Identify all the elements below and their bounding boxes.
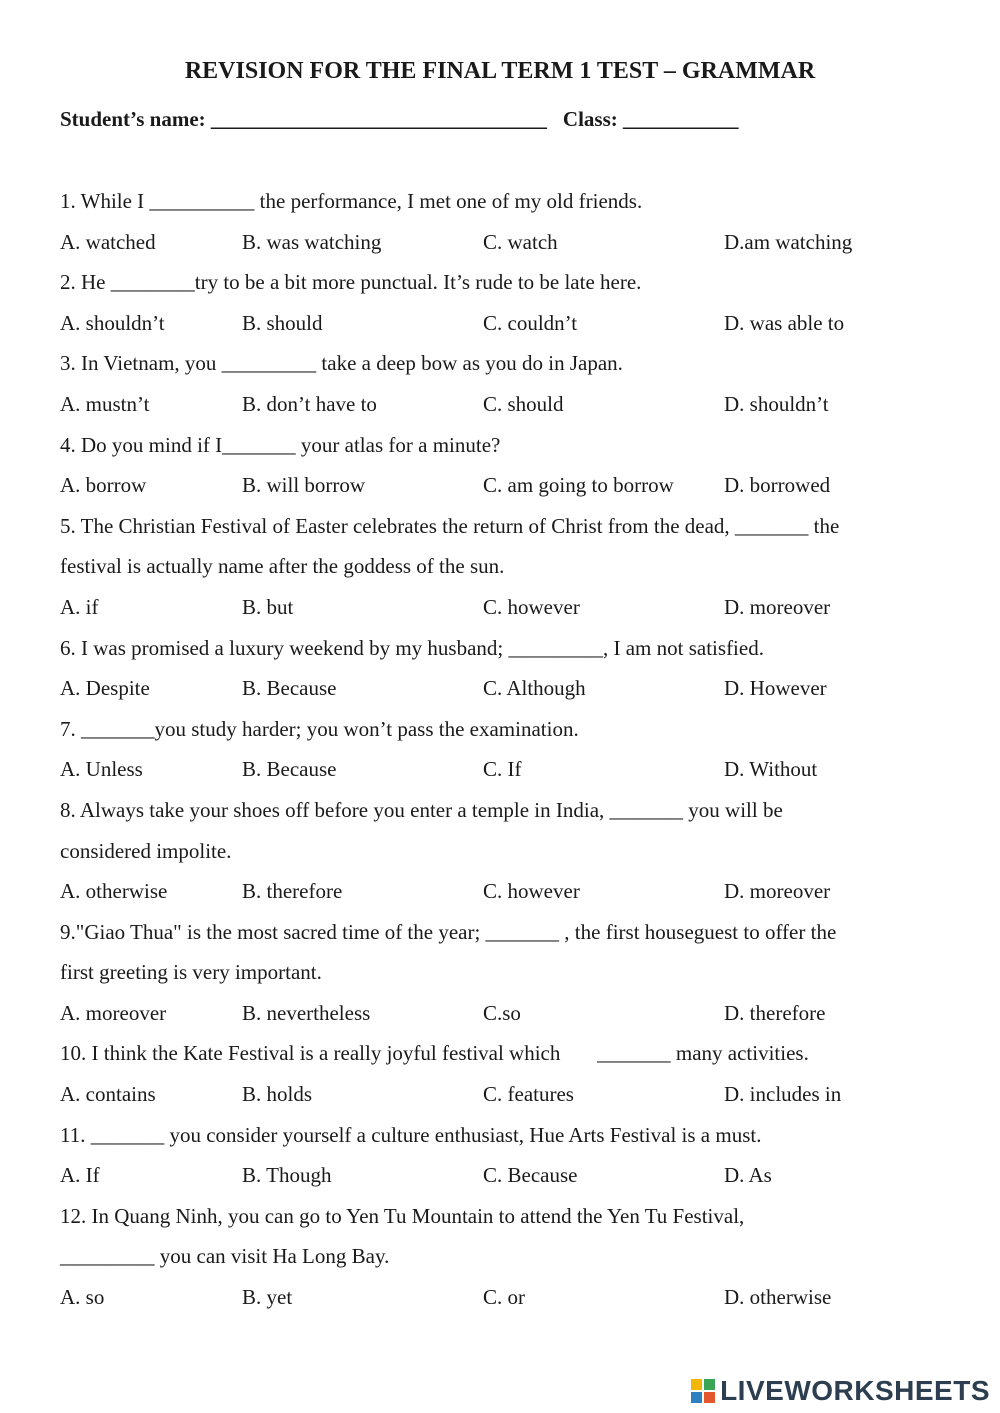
question-text: 9."Giao Thua" is the most sacred time of the year; _______ , the first houseguest to offer the first greeting is very important.: [60, 919, 837, 985]
question-text: 8. Always take your shoes off before you enter a temple in India, _______ you will be considered impolite.: [60, 797, 783, 863]
option-a: A. mustn’t: [60, 391, 150, 416]
question-list: [60, 181, 940, 1318]
question-item: [60, 1033, 940, 1114]
option-a: A. contains: [60, 1082, 156, 1107]
option-b: B. but: [242, 594, 294, 619]
option-c: C. watch: [483, 229, 558, 254]
page-title: REVISION FOR THE FINAL TERM 1 TEST – GRAMMAR: [184, 58, 816, 84]
option-c: C. couldn’t: [483, 310, 578, 335]
question-item: [60, 709, 940, 790]
answer-options: [60, 1155, 940, 1196]
question-text: 7. _______you study harder; you won’t pass the examination.: [60, 716, 579, 741]
option-d: D. therefore: [724, 1000, 826, 1025]
class-field: Class: ___________: [562, 107, 739, 131]
option-c: C. If: [483, 757, 522, 782]
question-item: [60, 912, 940, 1034]
answer-options: [60, 993, 940, 1034]
question-item: [60, 790, 940, 912]
answer-options: [60, 465, 940, 506]
option-d: D.am watching: [724, 229, 853, 254]
answer-options: [60, 222, 940, 263]
question-item: [60, 1115, 940, 1196]
option-d: D. otherwise: [724, 1285, 832, 1310]
option-b: B. Though: [242, 1163, 332, 1188]
answer-options: [60, 1277, 940, 1318]
question-item: [60, 262, 940, 343]
option-a: A. borrow: [60, 473, 147, 498]
question-item: [60, 181, 940, 262]
option-d: D. Without: [724, 757, 818, 782]
option-c: C.so: [483, 1000, 521, 1025]
answer-options: [60, 303, 940, 344]
student-name-field: Student’s name: ________________________________: [60, 107, 547, 131]
option-b: B. don’t have to: [242, 391, 377, 416]
option-b: B. should: [242, 310, 323, 335]
option-d: D. moreover: [724, 594, 831, 619]
question-text: 10. I think the Kate Festival is a really joyful festival which _______ many activities.: [60, 1041, 809, 1066]
option-b: B. was watching: [242, 229, 382, 254]
question-text: 3. In Vietnam, you _________ take a deep bow as you do in Japan.: [60, 351, 623, 376]
watermark-text: LIVEWORKSHEETS: [720, 1375, 990, 1406]
liveworksheets-logo-icon: [690, 1378, 716, 1404]
option-c: C. should: [483, 391, 564, 416]
liveworksheets-watermark[interactable]: [690, 1375, 990, 1407]
option-c: C. Although: [483, 676, 586, 701]
option-d: D. However: [724, 676, 827, 701]
question-text: 1. While I __________ the performance, I met one of my old friends.: [60, 189, 643, 213]
answer-options: [60, 668, 940, 709]
option-a: A. Despite: [60, 676, 150, 701]
question-text: 6. I was promised a luxury weekend by my husband; _________, I am not satisfied.: [60, 635, 764, 660]
option-c: C. am going to borrow: [483, 473, 674, 498]
option-c: C. features: [483, 1082, 574, 1107]
option-b: B. holds: [242, 1082, 313, 1107]
option-b: B. therefore: [242, 879, 343, 904]
question-text: 5. The Christian Festival of Easter celebrates the return of Christ from the dead, _______ the festival is actually name after the goddess of the sun.: [60, 513, 840, 579]
answer-options: [60, 1074, 940, 1115]
question-item: [60, 628, 940, 709]
student-info-line: [60, 107, 739, 132]
question-item: [60, 425, 940, 506]
option-d: D. borrowed: [724, 473, 831, 498]
option-b: B. yet: [242, 1285, 293, 1310]
option-a: A. If: [60, 1163, 100, 1188]
question-item: [60, 506, 940, 628]
option-a: A. if: [60, 594, 99, 619]
option-a: A. so: [60, 1285, 105, 1310]
option-b: B. will borrow: [242, 473, 366, 498]
answer-options: [60, 587, 940, 628]
option-b: B. nevertheless: [242, 1000, 371, 1025]
option-c: C. however: [483, 594, 580, 619]
option-d: D. shouldn’t: [724, 391, 829, 416]
option-b: B. Because: [242, 757, 337, 782]
option-d: D. was able to: [724, 310, 845, 335]
question-item: [60, 343, 940, 424]
option-c: C. or: [483, 1285, 525, 1310]
question-text: 4. Do you mind if I_______ your atlas for a minute?: [60, 432, 501, 457]
option-a: A. watched: [60, 229, 156, 254]
question-item: [60, 1196, 940, 1318]
answer-options: [60, 871, 940, 912]
option-c: C. Because: [483, 1163, 578, 1188]
option-a: A. moreover: [60, 1000, 167, 1025]
option-d: D. includes in: [724, 1082, 842, 1107]
option-c: C. however: [483, 879, 580, 904]
option-b: B. Because: [242, 676, 337, 701]
option-a: A. otherwise: [60, 879, 168, 904]
question-text: 11. _______ you consider yourself a culture enthusiast, Hue Arts Festival is a must.: [60, 1122, 762, 1147]
option-d: D. As: [724, 1163, 772, 1188]
answer-options: [60, 384, 940, 425]
option-a: A. Unless: [60, 757, 143, 782]
question-text: 12. In Quang Ninh, you can go to Yen Tu Mountain to attend the Yen Tu Festival, _________ you can visit Ha Long Bay.: [60, 1203, 745, 1269]
question-text: 2. He ________try to be a bit more punctual. It’s rude to be late here.: [60, 270, 642, 295]
option-d: D. moreover: [724, 879, 831, 904]
option-a: A. shouldn’t: [60, 310, 165, 335]
answer-options: [60, 749, 940, 790]
